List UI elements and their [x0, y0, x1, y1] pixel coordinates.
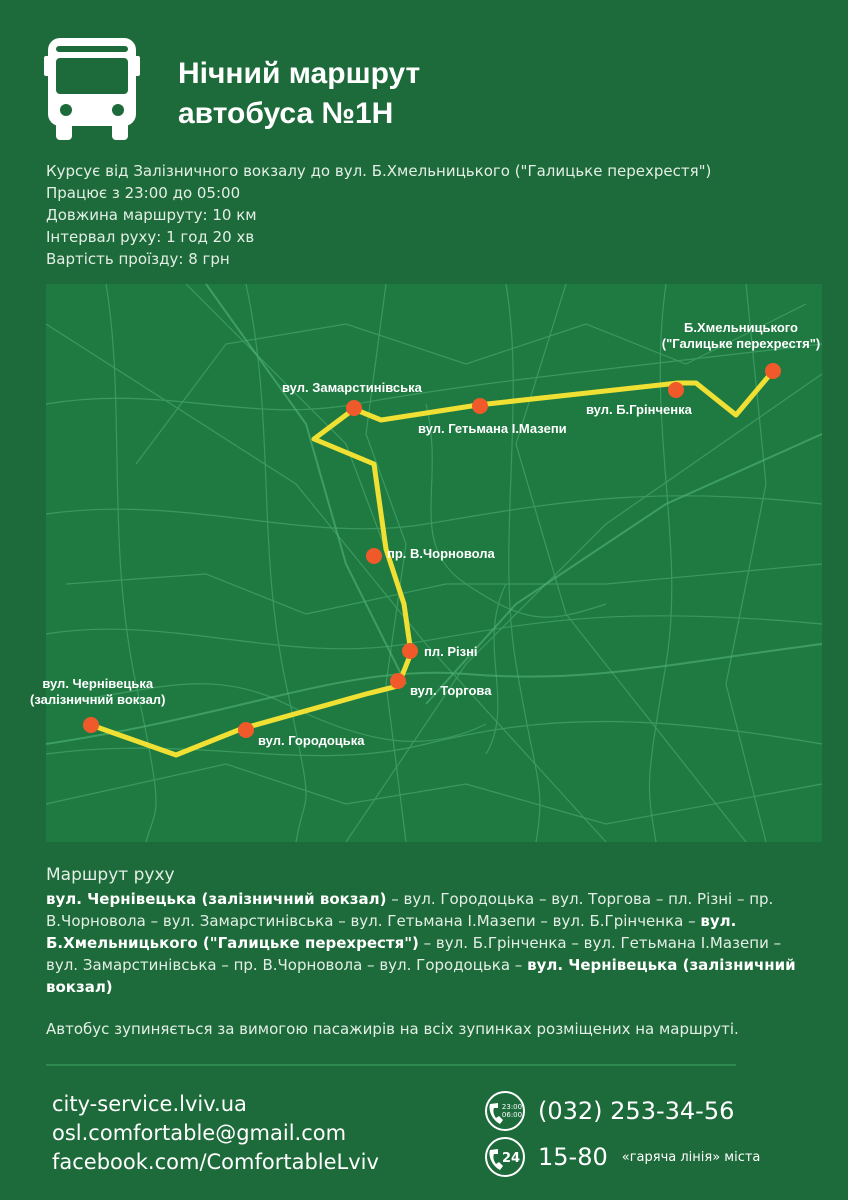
route-heading: Маршрут руху	[46, 865, 175, 885]
hotline-phone-icon	[484, 1136, 526, 1178]
stop-horodotska[interactable]	[238, 722, 254, 738]
info-interval: Інтервал руху: 1 год 20 хв	[46, 228, 255, 246]
stop-label-mazepy: вул. Гетьмана І.Мазепи	[418, 421, 567, 436]
facebook-link[interactable]: facebook.com/ComfortableLviv	[52, 1150, 379, 1174]
divider	[46, 1064, 736, 1066]
stop-label-horodotska: вул. Городоцька	[258, 733, 365, 748]
route-info	[46, 160, 711, 270]
stop-label-line: вул. Чернівецька	[42, 676, 154, 691]
email-link[interactable]: osl.comfortable@gmail.com	[52, 1121, 347, 1145]
route-terminus-return: вул. Чернівецька (залізничний вокзал)	[46, 956, 796, 996]
route-segment-forward: – вул. Городоцька – вул. Торгова – пл. Різні – пр. В.Чорновола – вул. Замарстинівська – вул. Гетьмана І.Мазепи – вул. Б.Грінченка –	[46, 890, 774, 930]
stop-label-line: ("Галицьке перехрестя")	[661, 336, 821, 351]
stop-label-khmelnytskoho	[648, 320, 834, 352]
info-length: Довжина маршруту: 10 км	[46, 206, 257, 224]
route-text	[46, 888, 816, 998]
stop-hrinchenka[interactable]	[668, 382, 684, 398]
phone-number[interactable]: (032) 253-34-56	[538, 1097, 735, 1125]
stop-khmelnytskoho[interactable]	[765, 363, 781, 379]
stop-chornovola[interactable]	[366, 548, 382, 564]
phone-row	[484, 1090, 734, 1132]
info-hours: Працює з 23:00 до 05:00	[46, 184, 241, 202]
contacts	[52, 1090, 379, 1177]
stop-rizni[interactable]	[402, 643, 418, 659]
title-line-1: Нічний маршрут	[178, 57, 421, 90]
bus-icon	[44, 38, 140, 142]
stop-mazepy[interactable]	[472, 398, 488, 414]
page-title	[178, 54, 420, 134]
stop-label-torhova: вул. Торгова	[410, 683, 492, 698]
stop-label-chernivetska	[30, 676, 165, 708]
stop-label-zamarstynivska: вул. Замарстинівська	[282, 380, 422, 395]
hotline-row	[484, 1136, 760, 1178]
night-phone-icon	[484, 1090, 526, 1132]
route-description	[46, 864, 816, 998]
title-line-2: автобуса №1Н	[178, 97, 394, 130]
map-streets	[46, 284, 822, 842]
route-segment-back: – вул. Б.Грінченка – вул. Гетьмана І.Мазепи – вул. Замарстинівська – пр. В.Чорновола – вул. Городоцька –	[46, 934, 782, 974]
stop-label-hrinchenka: вул. Б.Грінченка	[586, 402, 692, 417]
stop-torhova[interactable]	[390, 673, 406, 689]
stop-label-chornovola: пр. В.Чорновола	[387, 546, 495, 561]
phone-hours-bottom: 06:00	[501, 1111, 523, 1119]
hotline-badge: 24	[501, 1151, 521, 1166]
route-terminus-end: вул. Б.Хмельницького ("Галицьке перехрестя")	[46, 912, 737, 952]
website-link[interactable]: city-service.lviv.ua	[52, 1092, 247, 1116]
stop-label-rizni: пл. Різні	[424, 644, 478, 659]
hotline-label: «гаряча лінія» міста	[621, 1149, 761, 1165]
stop-zamarstynivska[interactable]	[346, 400, 362, 416]
info-direction: Курсує від Залізничного вокзалу до вул. Б.Хмельницького ("Галицьке перехрестя")	[46, 162, 712, 180]
phone-hours-top: 23:00	[501, 1103, 523, 1111]
stop-label-line: (залізничний вокзал)	[30, 692, 166, 707]
info-fare: Вартість проїзду: 8 грн	[46, 250, 230, 268]
stop-note: Автобус зупиняється за вимогою пасажирів на всіх зупинках розміщених на маршруті.	[46, 1020, 739, 1038]
route-terminus-start: вул. Чернівецька (залізничний вокзал)	[46, 890, 387, 908]
stop-chernivetska[interactable]	[83, 717, 99, 733]
route-map	[30, 284, 822, 842]
hotline-number[interactable]: 15-80	[538, 1143, 608, 1171]
stop-label-line: Б.Хмельницького	[683, 320, 798, 335]
